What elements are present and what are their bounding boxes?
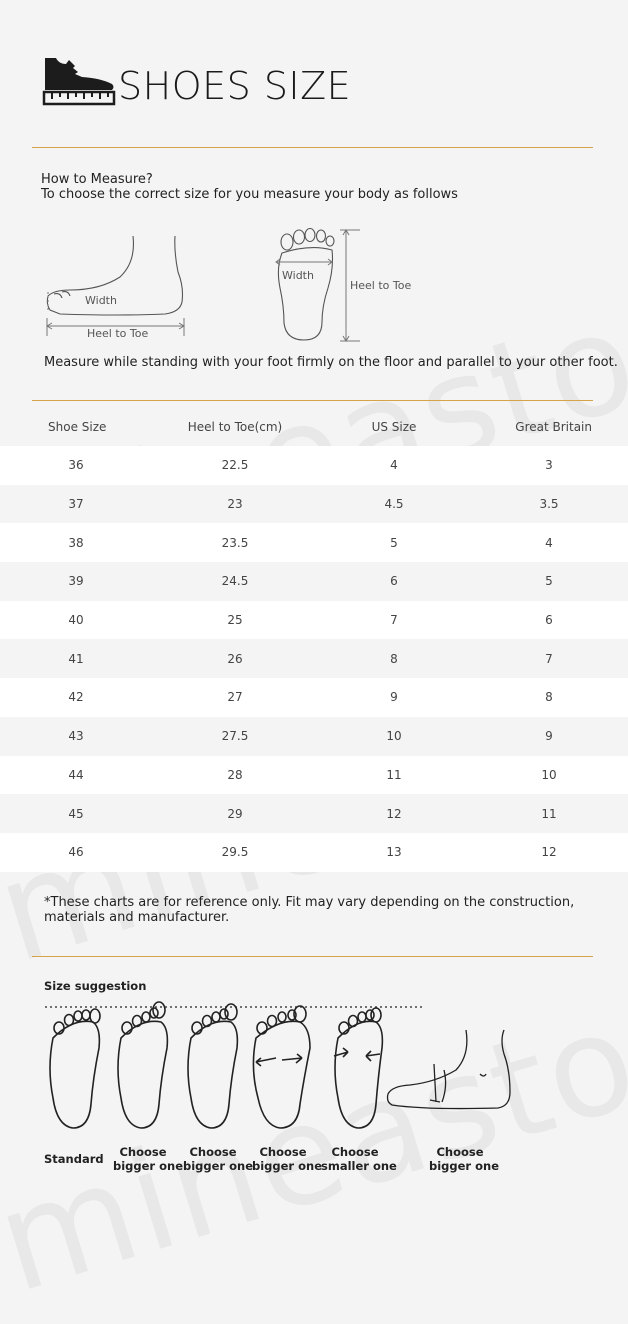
- size-suggestion-illustration: [0, 990, 628, 1140]
- table-cell: 29: [227, 806, 243, 821]
- suggestion-label: [113, 1145, 183, 1173]
- suggestion-label-line: Choose: [119, 1145, 167, 1159]
- table-row: [0, 678, 628, 717]
- table-header-row: [0, 408, 628, 446]
- table-cell: 10: [541, 767, 557, 782]
- table-row: [0, 485, 628, 524]
- table-cell: 23.5: [221, 535, 249, 550]
- table-cell: 4.5: [384, 497, 404, 512]
- suggestion-label-line: Choose: [259, 1145, 307, 1159]
- table-cell: 26: [227, 651, 243, 666]
- width-label: Width: [85, 294, 117, 307]
- suggestion-label-line: bigger one: [252, 1159, 322, 1173]
- table-cell: 41: [68, 651, 84, 666]
- table-cell: 9: [545, 729, 553, 744]
- table-cell: 11: [386, 767, 402, 782]
- table-cell: 23: [227, 497, 243, 512]
- table-cell: 4: [545, 535, 553, 550]
- table-row: [0, 562, 628, 601]
- table-cell: 37: [68, 497, 84, 512]
- table-cell: 3.5: [539, 497, 559, 512]
- measure-subheading: To choose the correct size for you measure your body as follows: [41, 187, 458, 202]
- table-cell: 39: [68, 574, 84, 589]
- column-header: Heel to Toe(cm): [187, 420, 283, 434]
- table-cell: 6: [545, 613, 553, 628]
- table-cell: 40: [68, 613, 84, 628]
- table-cell: 10: [386, 729, 402, 744]
- table-cell: 27: [227, 690, 243, 705]
- measure-instruction: Measure while standing with your foot firmly on the floor and parallel to your other foot.: [44, 355, 618, 370]
- column-header: US Size: [371, 420, 417, 434]
- table-row: [0, 446, 628, 485]
- suggestion-label: [321, 1145, 397, 1173]
- table-row: [0, 601, 628, 640]
- table-cell: 5: [545, 574, 553, 589]
- column-header: Great Britain: [515, 420, 592, 434]
- heel-to-toe-label: Heel to Toe: [87, 327, 149, 340]
- width-label: Width: [282, 269, 314, 282]
- table-row: [0, 794, 628, 833]
- table-row: [0, 523, 628, 562]
- table-cell: 7: [545, 651, 553, 666]
- table-cell: 25: [227, 613, 243, 628]
- shoe-ruler-icon: [42, 56, 116, 106]
- table-cell: 13: [386, 845, 402, 860]
- table-cell: 11: [541, 806, 557, 821]
- table-cell: 43: [68, 729, 84, 744]
- size-suggestion-title: Size suggestion: [44, 979, 147, 993]
- suggestion-label: [183, 1145, 253, 1173]
- suggestion-label: [429, 1145, 499, 1173]
- table-cell: 8: [545, 690, 553, 705]
- table-cell: 12: [541, 845, 557, 860]
- table-cell: 36: [68, 458, 84, 473]
- suggestion-label-line: Standard: [44, 1152, 104, 1166]
- side-foot-diagram: [40, 232, 200, 347]
- divider: [32, 147, 593, 148]
- suggestion-label: [44, 1152, 104, 1166]
- table-cell: 4: [390, 458, 398, 473]
- page-title: SHOES SIZE: [118, 64, 352, 108]
- size-table: [0, 408, 628, 872]
- table-cell: 5: [390, 535, 398, 550]
- table-row: [0, 756, 628, 795]
- table-cell: 24.5: [221, 574, 249, 589]
- table-cell: 46: [68, 845, 84, 860]
- table-row: [0, 833, 628, 872]
- table-cell: 42: [68, 690, 84, 705]
- measure-heading: How to Measure?: [41, 172, 153, 187]
- table-cell: 12: [386, 806, 402, 821]
- suggestion-label-line: bigger one: [429, 1159, 499, 1173]
- heel-to-toe-label: Heel to Toe: [350, 279, 412, 292]
- table-cell: 22.5: [221, 458, 249, 473]
- table-row: [0, 717, 628, 756]
- table-cell: 45: [68, 806, 84, 821]
- divider: [32, 400, 593, 401]
- suggestion-label: [252, 1145, 322, 1173]
- table-cell: 38: [68, 535, 84, 550]
- suggestion-label-line: Choose: [436, 1145, 484, 1159]
- table-cell: 44: [68, 767, 84, 782]
- sole-foot-diagram: [270, 228, 420, 346]
- table-cell: 9: [390, 690, 398, 705]
- disclaimer-note: *These charts are for reference only. Fit may vary depending on the construction, materials and manufacturer.: [44, 895, 575, 925]
- suggestion-label-line: Choose: [189, 1145, 237, 1159]
- divider: [32, 956, 593, 957]
- table-cell: 8: [390, 651, 398, 666]
- table-cell: 28: [227, 767, 243, 782]
- table-cell: 6: [390, 574, 398, 589]
- suggestion-label-line: Choose: [331, 1145, 379, 1159]
- suggestion-label-line: bigger one: [183, 1159, 253, 1173]
- suggestion-label-line: smaller one: [321, 1159, 397, 1173]
- suggestion-label-line: bigger one: [113, 1159, 183, 1173]
- table-cell: 27.5: [221, 729, 249, 744]
- table-cell: 7: [390, 613, 398, 628]
- measure-intro: [41, 172, 458, 202]
- column-header: Shoe Size: [48, 420, 107, 434]
- table-cell: 3: [545, 458, 553, 473]
- table-row: [0, 639, 628, 678]
- table-cell: 29.5: [221, 845, 249, 860]
